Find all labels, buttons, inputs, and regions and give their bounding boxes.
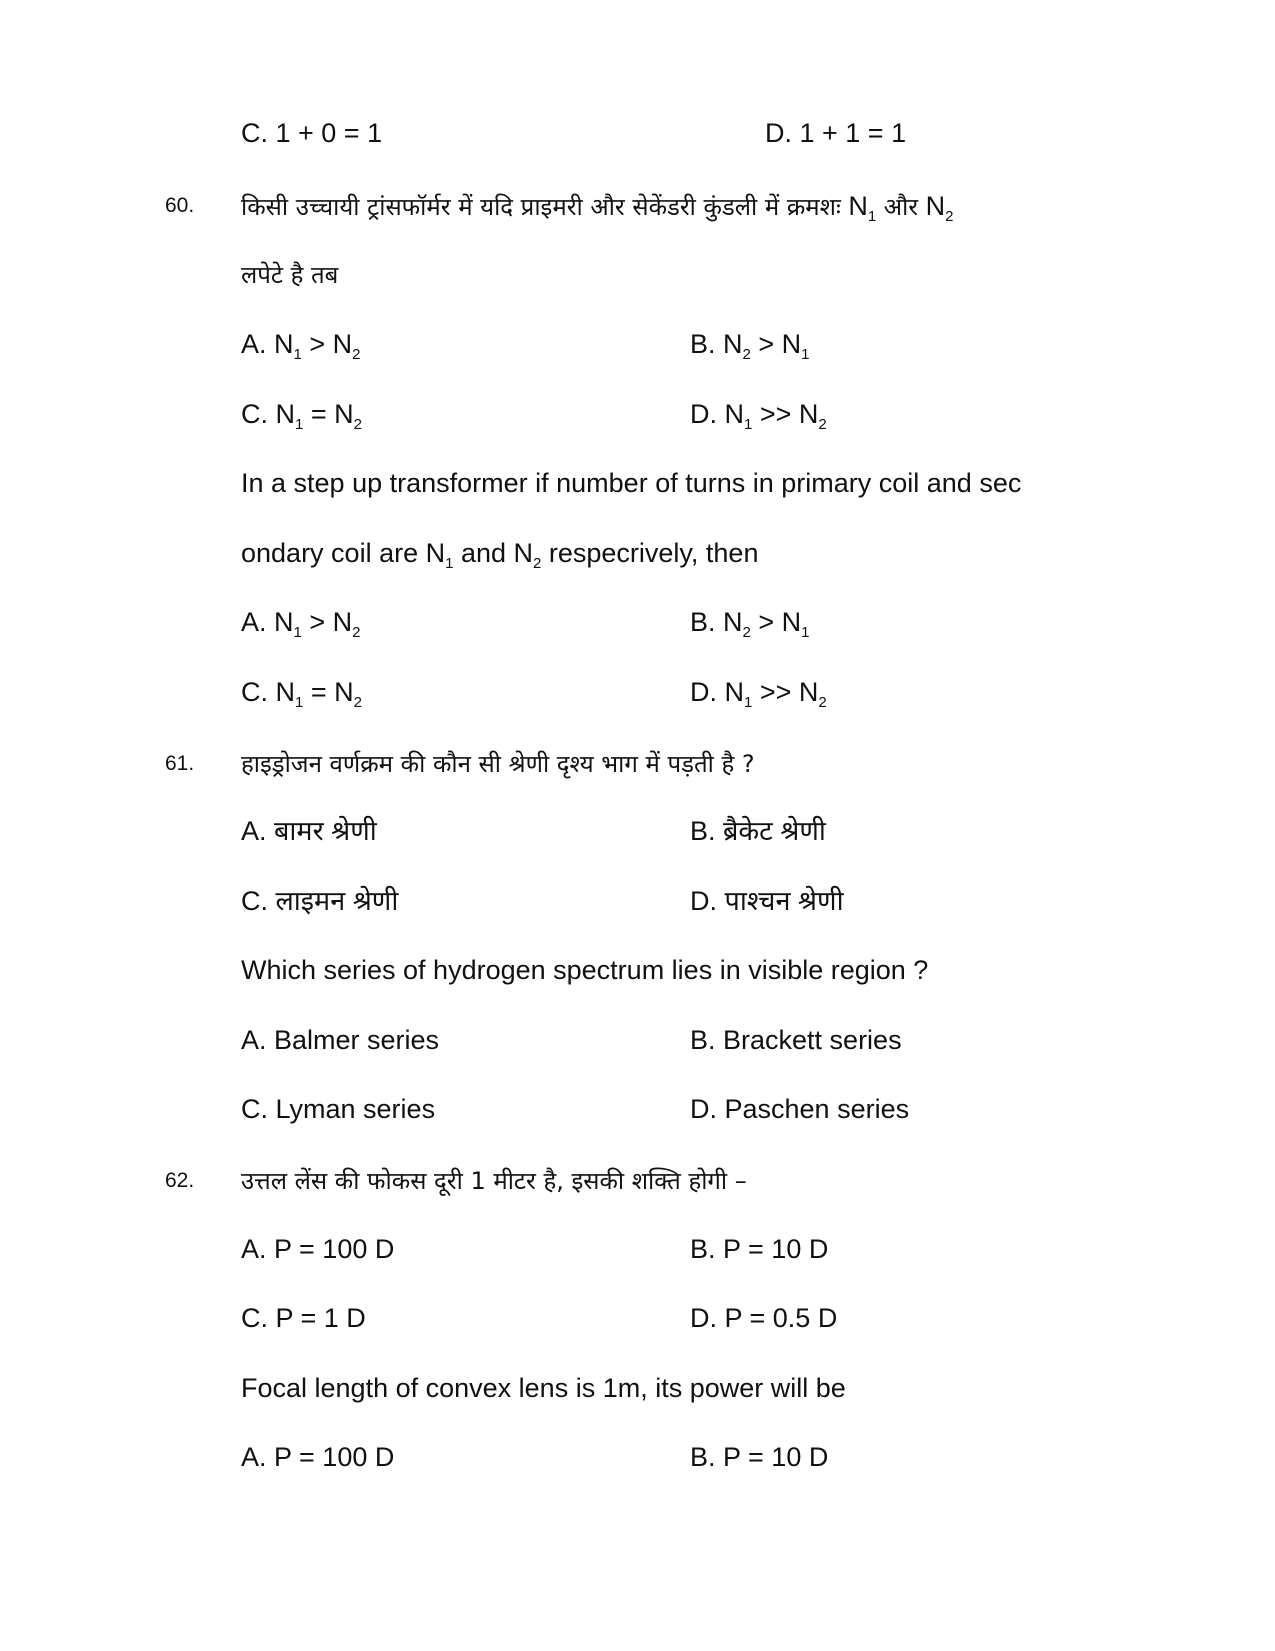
q60-hi-c-mid: = N	[303, 399, 354, 429]
q62-hi-option-d: D. P = 0.5 D	[690, 1303, 838, 1333]
q60-hi-d-mid: >> N	[752, 399, 819, 429]
q60-hi-b-mid: > N	[750, 329, 802, 359]
q61-en-option-a: A. Balmer series	[241, 1025, 440, 1055]
q62-hindi-text: उत्तल लेंस की फोकस दूरी 1 मीटर है, इसकी शक्ति होगी –	[241, 1167, 747, 1195]
q61-en-options-row-1	[0, 1020, 1275, 1060]
q59-options-row	[0, 113, 1275, 153]
q60-hi-d-sub1: 1	[744, 416, 753, 433]
q60-english-line-2	[0, 533, 1275, 573]
q60-hi-a-sub2: 2	[352, 346, 361, 363]
q61-hindi-line	[0, 744, 1275, 784]
q60-hi-option-b	[690, 324, 809, 364]
q60-en-c-sub2: 2	[353, 694, 362, 711]
q60-hindi-n2	[925, 191, 954, 225]
q61-hi-options-row-2	[0, 881, 1275, 921]
q61-hi-option-d: D. पाश्चन श्रेणी	[690, 886, 844, 916]
q60-en-c-sub1: 1	[295, 694, 304, 711]
q60-en-b-mid: > N	[750, 607, 802, 637]
q61-hi-options-row-1	[0, 811, 1275, 851]
q62-number: 62.	[165, 1169, 195, 1192]
q62-en-option-b: B. P = 10 D	[690, 1442, 829, 1472]
q62-hi-option-c: C. P = 1 D	[241, 1303, 366, 1333]
q60-en-b-sub1: 2	[742, 624, 751, 641]
q60-hindi-n1-letter: N	[848, 191, 868, 221]
q60-en-d-mid: >> N	[752, 677, 819, 707]
q60-hindi-line-1	[0, 186, 1275, 226]
q62-hindi-line	[0, 1161, 1275, 1201]
q60-en-b-sub2: 1	[801, 624, 810, 641]
q60-hindi-line-2	[0, 255, 1275, 295]
q60-hi-a-prefix: A. N	[241, 329, 294, 359]
q60-en-a-sub1: 1	[293, 624, 302, 641]
q60-hindi-and: और	[883, 193, 919, 221]
q61-hi-option-c: C. लाइमन श्रेणी	[241, 886, 399, 916]
q61-en-option-d: D. Paschen series	[690, 1094, 910, 1124]
q60-en-options-row-1	[0, 602, 1275, 642]
q60-hindi-n2-letter: N	[925, 191, 946, 221]
q60-en-a-prefix: A. N	[241, 607, 294, 637]
q61-hi-option-a: A. बामर श्रेणी	[241, 816, 377, 846]
q60-hindi-text-1: किसी उच्चायी ट्रांसफॉर्मर में यदि प्राइमरी और सेकेंडरी कुंडली में क्रमशः	[241, 193, 841, 221]
q60-en-option-c	[241, 672, 362, 712]
q60-en-text-2c: respecrively, then	[541, 538, 759, 568]
q60-en-sub1: 1	[445, 555, 454, 572]
q60-en-a-mid: > N	[301, 607, 353, 637]
q60-english-line-1	[0, 463, 1275, 503]
q60-en-b-prefix: B. N	[690, 607, 743, 637]
q60-en-option-a	[241, 602, 360, 642]
q61-hi-option-b: B. ब्रैकेट श्रेणी	[690, 816, 826, 846]
q60-hindi-n1-sub: 1	[867, 208, 877, 225]
q60-hindi-n1	[848, 191, 877, 225]
q60-hi-option-a	[241, 324, 360, 364]
q60-hi-b-prefix: B. N	[690, 329, 743, 359]
q60-hi-b-sub1: 2	[742, 346, 751, 363]
q60-en-d-sub1: 1	[744, 694, 753, 711]
q60-en-option-d	[690, 672, 827, 712]
q59-option-c: C. 1 + 0 = 1	[241, 118, 383, 148]
q62-hi-options-row-1	[0, 1229, 1275, 1269]
q60-hi-option-d	[690, 394, 827, 434]
q62-hi-option-a: A. P = 100 D	[241, 1234, 395, 1264]
q60-hi-option-c	[241, 394, 362, 434]
q60-hi-b-sub2: 1	[801, 346, 810, 363]
q60-hi-c-sub1: 1	[295, 416, 304, 433]
q60-en-c-prefix: C. N	[241, 677, 295, 707]
q60-hi-d-sub2: 2	[818, 416, 827, 433]
q60-number: 60.	[165, 194, 195, 217]
q60-en-text-2a: ondary coil are N	[241, 538, 446, 568]
q60-hi-options-row-2	[0, 394, 1275, 434]
q60-hi-c-sub2: 2	[353, 416, 362, 433]
q59-option-d: D. 1 + 1 = 1	[765, 118, 907, 148]
q60-english-text-2	[241, 533, 758, 573]
q60-hi-d-prefix: D. N	[690, 399, 744, 429]
q60-en-sub2: 2	[533, 555, 542, 572]
q60-en-c-mid: = N	[303, 677, 354, 707]
q61-english-text: Which series of hydrogen spectrum lies in visible region ?	[241, 955, 929, 985]
q60-en-option-b	[690, 602, 809, 642]
q62-hi-option-b: B. P = 10 D	[690, 1234, 829, 1264]
q62-en-option-a: A. P = 100 D	[241, 1442, 395, 1472]
q61-en-option-b: B. Brackett series	[690, 1025, 902, 1055]
q61-number: 61.	[165, 752, 195, 775]
q61-en-option-c: C. Lyman series	[241, 1094, 436, 1124]
q62-hi-options-row-2	[0, 1298, 1275, 1338]
q60-en-text-2b: and N	[453, 538, 534, 568]
q61-english-line	[0, 950, 1275, 990]
q60-en-options-row-2	[0, 672, 1275, 712]
q62-en-options-row-1	[0, 1437, 1275, 1477]
q60-en-a-sub2: 2	[352, 624, 361, 641]
q61-en-options-row-2	[0, 1089, 1275, 1129]
q60-english-text-1: In a step up transformer if number of turns in primary coil and sec	[241, 468, 1022, 498]
q60-hindi-text-2: लपेटे है तब	[241, 261, 339, 289]
q62-english-text: Focal length of convex lens is 1m, its power will be	[241, 1373, 846, 1403]
q62-english-line	[0, 1368, 1275, 1408]
q60-hindi-text-1-wrap	[241, 186, 953, 227]
q60-hi-a-mid: > N	[301, 329, 353, 359]
q60-en-d-prefix: D. N	[690, 677, 744, 707]
q60-hi-options-row-1	[0, 324, 1275, 364]
q60-hi-c-prefix: C. N	[241, 399, 295, 429]
q60-hi-a-sub1: 1	[293, 346, 302, 363]
q60-hindi-n2-sub: 2	[945, 208, 954, 225]
q60-en-d-sub2: 2	[818, 694, 827, 711]
q61-hindi-text: हाइड्रोजन वर्णक्रम की कौन सी श्रेणी दृश्य भाग में पड़ती है ?	[241, 750, 755, 778]
